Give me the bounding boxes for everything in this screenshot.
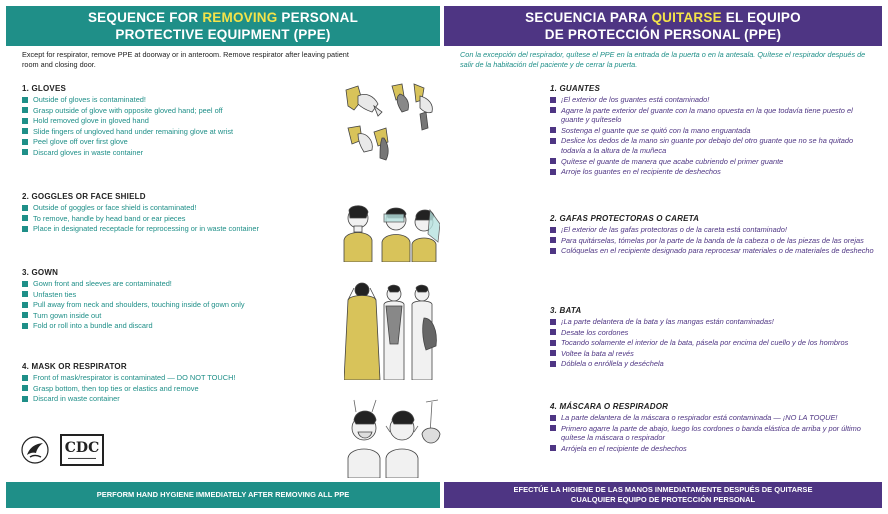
list-item: ¡El exterior de los guantes está contaminado! [550, 95, 874, 105]
list-item: Quítese el guante de manera que acabe cubriendo el primer guante [550, 157, 874, 167]
gown-section [22, 268, 342, 332]
list-item: Arroje los guantes en el recipiente de deshechos [550, 167, 874, 177]
section-title: 4. MÁSCARA O RESPIRADOR [550, 402, 669, 411]
header-text: EL EQUIPO [721, 10, 801, 25]
header-highlight: REMOVING [202, 10, 278, 25]
mascara-section [550, 402, 874, 454]
english-intro: Except for respirator, remove PPE at doorway or in anteroom. Remove respirator after leaving patient room and closing door. [22, 50, 349, 69]
english-footer [6, 482, 440, 508]
footer-text: CUALQUIER EQUIPO DE PROTECCIÓN PERSONAL [570, 495, 756, 504]
gloves-illustration [344, 82, 438, 170]
header-line2: DE PROTECCIÓN PERSONAL (PPE) [544, 27, 782, 42]
list-item: Dóblela o enróllela y deséchela [550, 359, 874, 369]
cdc-logo-text: CDC [64, 439, 100, 456]
list-item: ¡El exterior de las gafas protectoras o de la careta está contaminado! [550, 225, 874, 235]
list-item: Hold removed glove in gloved hand [22, 116, 342, 126]
section-title: 1. GUANTES [550, 84, 601, 93]
list-item: Primero agarre la parte de abajo, luego los cordones o banda elástica de arriba y por último quítese la máscara o respirador [550, 424, 874, 443]
section-title: 2. GAFAS PROTECTORAS O CARETA [550, 214, 700, 223]
footer-text: PERFORM HAND HYGIENE IMMEDIATELY AFTER REMOVING ALL PPE [96, 490, 350, 499]
spanish-footer [444, 482, 882, 508]
list-item: Turn gown inside out [22, 311, 342, 321]
goggles-illustration [336, 200, 440, 262]
section-title: 2. GOGGLES OR FACE SHIELD [22, 192, 146, 201]
header-text: PERSONAL [277, 10, 359, 25]
list-item: Para quitárselas, tómelas por la parte de la banda de la cabeza o de las piezas de las orejas [550, 236, 874, 246]
list-item: Outside of gloves is contaminated! [22, 95, 342, 105]
list-item: Pull away from neck and shoulders, touching inside of gown only [22, 300, 342, 310]
english-panel [6, 6, 440, 508]
list-item: Desate los cordones [550, 328, 874, 338]
header-highlight: QUITARSE [651, 10, 722, 25]
list-item: Colóquelas en el recipiente designado para reprocesar materiales o de materiales de deshecho [550, 246, 874, 256]
list-item: Agarre la parte exterior del guante con la mano opuesta en la que todavía tiene puesto el guante y quíteselo [550, 106, 874, 125]
footer-text: EFECTÚE LA HIGIENE DE LAS MANOS INMEDIATAMENTE DESPUÉS DE QUITARSE [513, 485, 813, 494]
section-title: 1. GLOVES [22, 84, 67, 93]
section-title: 3. GOWN [22, 268, 59, 277]
spanish-header [444, 6, 882, 46]
logos [20, 434, 104, 466]
spanish-panel [444, 6, 882, 508]
gafas-section [550, 214, 874, 257]
cdc-logo-underline: ▬▬▬▬▬▬▬▬ [68, 455, 96, 460]
section-title: 3. BATA [550, 306, 582, 315]
list-item: Slide fingers of ungloved hand under remaining glove at wrist [22, 127, 342, 137]
cdc-logo [60, 434, 104, 466]
list-item: Sostenga el guante que se quitó con la mano enguantada [550, 126, 874, 136]
list-item: Discard gloves in waste container [22, 148, 342, 158]
spanish-intro: Con la excepción del respirador, quítese el PPE en la entrada de la puerta o en la antesala. Quítese el respirador después de salir de la habitación del paciente y de cerrar la puerta. [460, 50, 866, 69]
list-item: Grasp outside of glove with opposite gloved hand; peel off [22, 106, 342, 116]
list-item: Front of mask/respirator is contaminated — DO NOT TOUCH! [22, 373, 342, 383]
list-item: To remove, handle by head band or ear pieces [22, 214, 342, 224]
gown-illustration [344, 280, 440, 380]
list-item: Deslice los dedos de la mano sin guante por debajo del otro guante que no se ha quitado todavía a la altura de la muñeca [550, 136, 874, 155]
section-title: 4. MASK OR RESPIRATOR [22, 362, 127, 371]
list-item: Gown front and sleeves are contaminated! [22, 279, 342, 289]
list-item: Voltee la bata al revés [550, 349, 874, 359]
list-item: Place in designated receptacle for reprocessing or in waste container [22, 224, 303, 234]
list-item: ¡La parte delantera de la bata y las mangas están contaminadas! [550, 317, 874, 327]
bata-section [550, 306, 874, 370]
list-item: Grasp bottom, then top ties or elastics and remove [22, 384, 342, 394]
header-text: SECUENCIA PARA [525, 10, 652, 25]
list-item: La parte delantera de la máscara o respirador está contaminada — ¡NO LA TOQUE! [550, 413, 874, 423]
gloves-section [22, 84, 342, 159]
goggles-section [22, 192, 342, 235]
list-item: Fold or roll into a bundle and discard [22, 321, 342, 331]
list-item: Arrójela en el recipiente de deshechos [550, 444, 874, 454]
mask-section [22, 362, 342, 405]
list-item: Unfasten ties [22, 290, 342, 300]
header-line2: PROTECTIVE EQUIPMENT (PPE) [115, 27, 331, 42]
english-header [6, 6, 440, 46]
list-item: Peel glove off over first glove [22, 137, 342, 147]
list-item: Outside of goggles or face shield is contaminated! [22, 203, 342, 213]
guantes-section [550, 84, 874, 178]
list-item: Tocando solamente el interior de la bata, pásela por encima del cuello y de los hombros [550, 338, 874, 348]
mask-illustration [346, 398, 442, 478]
list-item: Discard in waste container [22, 394, 342, 404]
hhs-eagle-logo [20, 435, 50, 465]
header-text: SEQUENCE FOR [87, 10, 203, 25]
